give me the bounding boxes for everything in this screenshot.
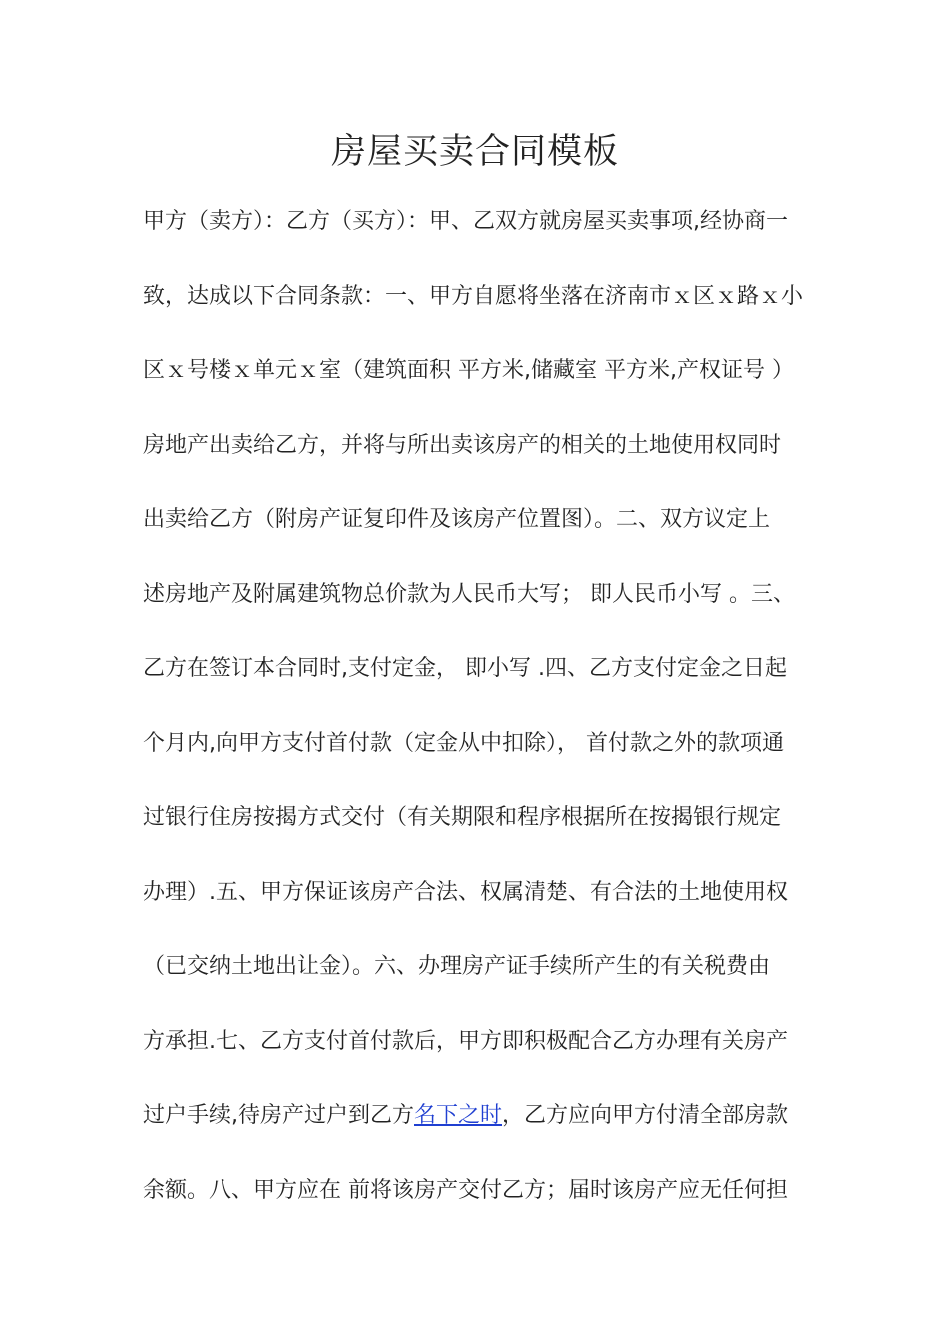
text-segment: 过户手续,待房产过户到乙方 bbox=[143, 1103, 414, 1128]
text-line: 余额。八、甲方应在 前将该房产交付乙方；届时该房产应无任何担 bbox=[143, 1177, 788, 1203]
text-line: 方承担.七、乙方支付首付款后，甲方即积极配合乙方办理有关房产 bbox=[143, 1028, 788, 1054]
inline-link[interactable]: 名下之时 bbox=[414, 1103, 503, 1128]
text-line: （已交纳土地出让金）。六、办理房产证手续所产生的有关税费由 bbox=[143, 954, 771, 979]
text-line: 个月内,向甲方支付首付款（定金从中扣除）， 首付款之外的款项通 bbox=[143, 730, 784, 756]
text-line: 过银行住房按揭方式交付（有关期限和程序根据所在按揭银行规定 bbox=[143, 805, 782, 830]
text-line: 房地产出卖给乙方，并将与所出卖该房产的相关的土地使用权同时 bbox=[143, 432, 782, 458]
text-line: 乙方在签订本合同时,支付定金， 即小写 .四、乙方支付定金之日起 bbox=[143, 656, 787, 681]
text-line: 区ｘ号楼ｘ单元ｘ室（建筑面积 平方米,储藏室 平方米,产权证号 ） bbox=[143, 358, 794, 383]
document-body bbox=[143, 185, 813, 1228]
text-line: 述房地产及附属建筑物总价款为人民币大写； 即人民币小写 。三、 bbox=[143, 581, 795, 607]
text-line-with-link bbox=[143, 1079, 813, 1154]
text-line: 出卖给乙方（附房产证复印件及该房产位置图）。二、双方议定上 bbox=[143, 507, 771, 532]
text-segment: ，乙方应向甲方付清全部房款 bbox=[502, 1103, 789, 1128]
document-title: 房屋买卖合同模板 bbox=[330, 132, 619, 172]
text-line: 致，达成以下合同条款：一、甲方自愿将坐落在济南市ｘ区ｘ路ｘ小 bbox=[143, 283, 804, 309]
text-line: 甲方（卖方）：乙方（买方）：甲、乙双方就房屋买卖事项,经协商一 bbox=[143, 209, 788, 234]
text-line: 办理）.五、甲方保证该房产合法、权属清楚、有合法的土地使用权 bbox=[143, 879, 788, 905]
